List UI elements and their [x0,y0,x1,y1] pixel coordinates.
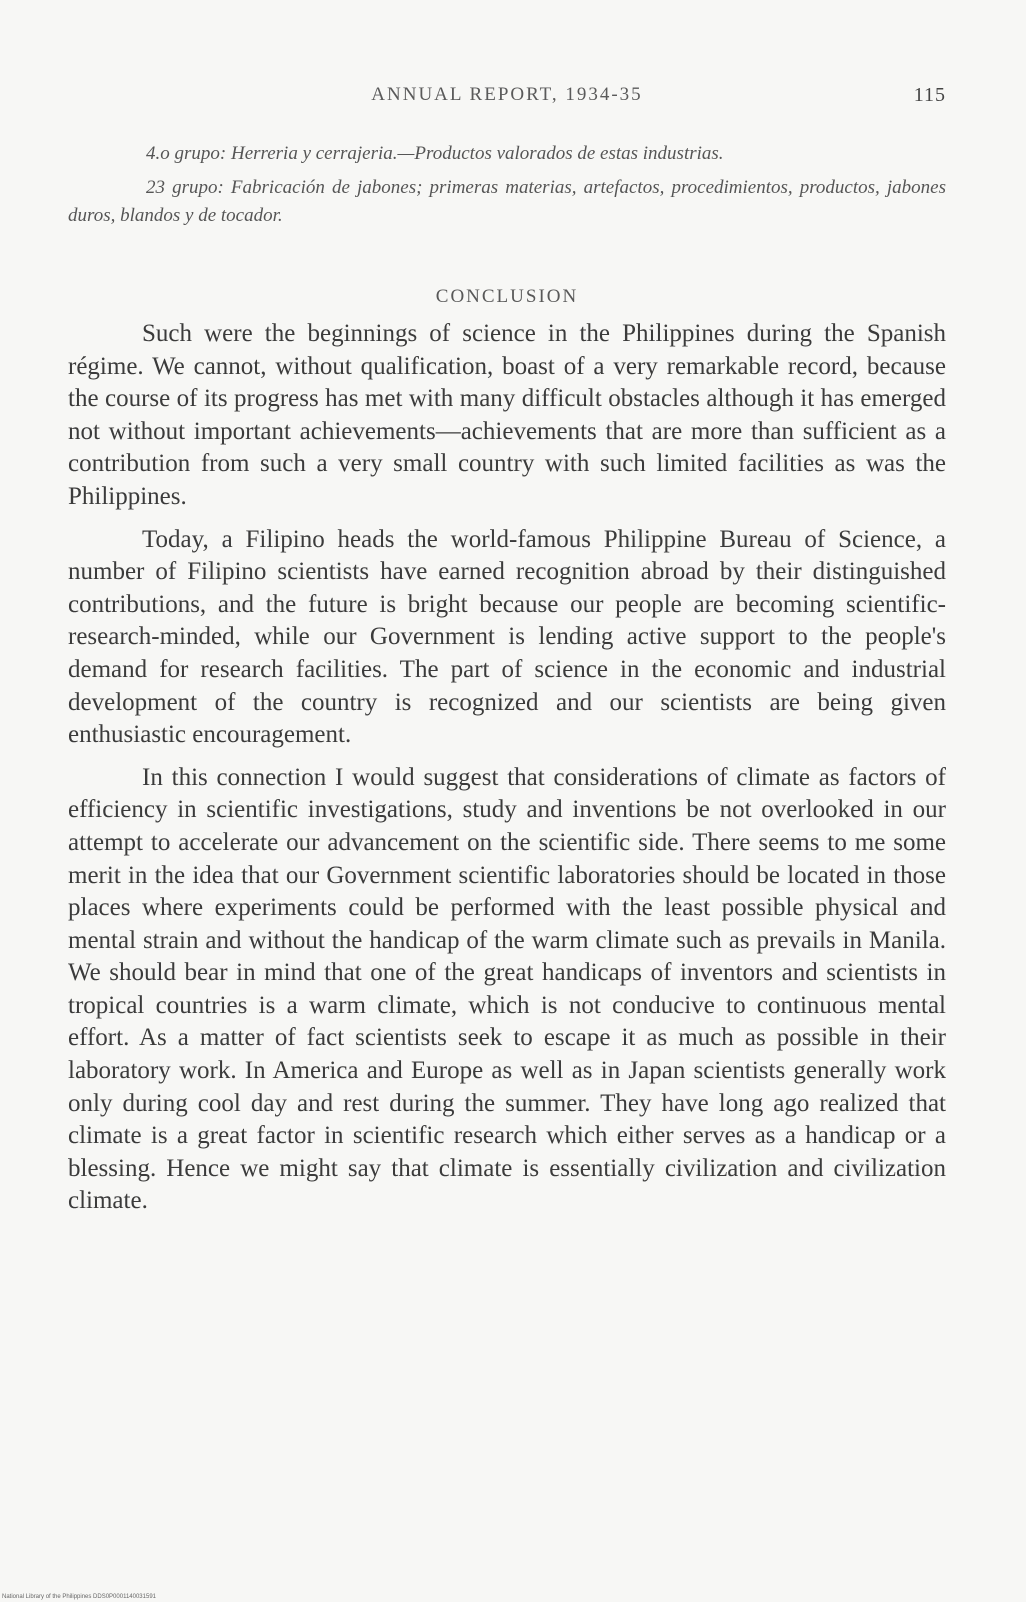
section-heading: CONCLUSION [435,286,579,307]
running-head [68,84,946,116]
page-number: 115 [913,84,946,106]
body-text [68,318,946,1228]
group-item-4: 4.o grupo: Herreria y cerrajeria.—Productos valorados de estas industrias. [146,143,724,164]
paragraph-climate: In this connection I would suggest that considerations of climate as factors of efficiency in scientific investigations, study and inventions be not overlooked in our attempt to accelerate our advancement on the scientific side. There seems to me some merit in the idea that our Government scientific laboratories should be located in those places where experiments could be performed with the least possible physical and mental strain and without the handicap of the warm climate such as prevails in Manila. We should bear in mind that one of the great handicaps of inventors and scientists in tropical countries is a warm climate, which is not conducive to continuous mental effort. As a matter of fact scientists seek to escape it as much as possible in their laboratory work. In America and Europe as well as in Japan scientists generally work only during cool day and rest during the summer. They have long ago realized that climate is a great factor in scientific research which either serves as a handicap or a blessing. Hence we might say that climate is essentially civilization and civilization climate. [68,763,946,1215]
running-title: ANNUAL REPORT, 1934-35 [371,84,643,105]
footer-credit: National Library of the Philippines DDS0P0001140031591 [2,1594,156,1600]
paragraph-beginnings: Such were the beginnings of science in the Philippines during the Spanish régime. We cannot, without qualification, boast of a very remarkable record, because the course of its progress has met with many difficult obstacles although it has emerged not without important achievements—achievements that are more than sufficient as a contribution from such a very small country with such limited facilities as was the Philippines. [68,320,946,510]
group-list [68,140,946,236]
group-item-23: 23 grupo: Fabricación de jabones; primeras materias, artefactos, procedimientos, productos, jabones duros, blandos y de tocador. [68,177,946,226]
paragraph-today: Today, a Filipino heads the world-famous Philippine Bureau of Science, a number of Filipino scientists have earned recognition abroad by their distinguished contributions, and the future is bright because our people are becoming scientific-research-minded, while our Government is lending active support to the people's demand for research facilities. The part of science in the economic and industrial development of the country is recognized and our scientists are being given enthusiastic encouragement. [68,525,946,749]
